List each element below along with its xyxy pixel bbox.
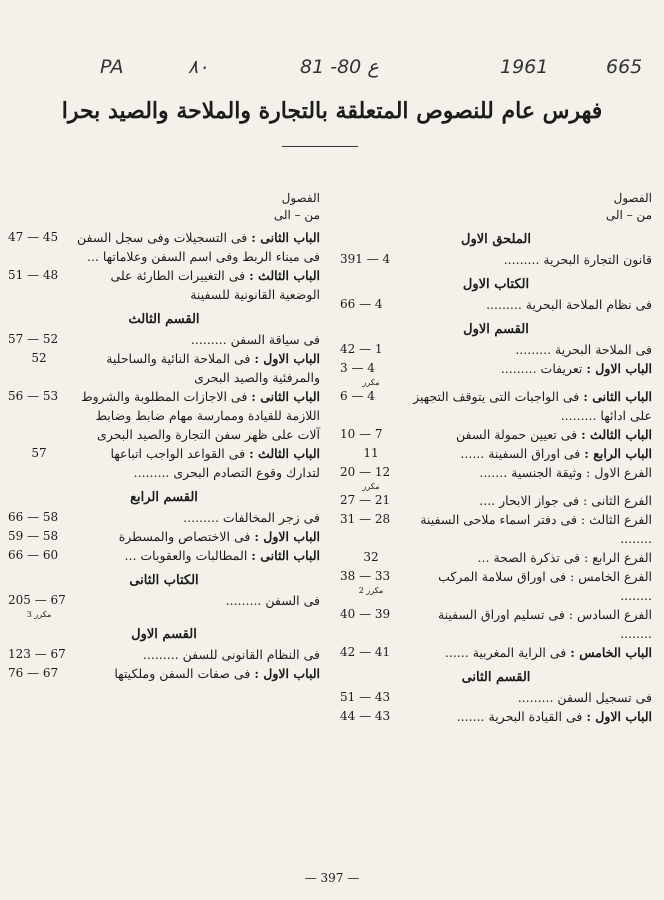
toc-entry-label: الباب الاول : [586, 361, 652, 376]
toc-entry [340, 491, 652, 510]
toc-entry-range [340, 340, 402, 359]
section-heading: القسم الاول [463, 322, 529, 337]
toc-entry-text [402, 295, 652, 314]
toc-entry [8, 527, 320, 546]
toc-entry-range [8, 527, 70, 546]
repeat-note: مكرر 2 [358, 586, 384, 595]
handwritten-ref-80: ٨٠ [188, 56, 209, 78]
toc-entry-label: الباب الاول : [254, 666, 320, 681]
handwritten-ref-pa: PA [100, 56, 124, 78]
toc-entry-range [340, 510, 402, 529]
toc-entry-range [340, 295, 402, 314]
toc-entry-range [8, 349, 70, 368]
toc-entry-text [402, 707, 652, 726]
toc-entry-text [402, 643, 652, 662]
toc-entry-range [340, 548, 402, 567]
toc-entry-range [340, 359, 402, 387]
column-header [340, 190, 652, 224]
toc-entry-label: الباب الاول : [254, 351, 320, 366]
toc-entry [8, 228, 320, 266]
column-header [8, 190, 320, 224]
toc-entry-range-value: 57 — 52 [8, 332, 59, 346]
toc-entry-range-value: 66 — 60 [8, 548, 59, 562]
toc-entry-text [402, 340, 652, 359]
section-heading: القسم الرابع [130, 490, 198, 505]
toc-entry-text [402, 548, 652, 567]
toc-entry-title: فى نظام الملاحة البحرية ......... [486, 297, 652, 312]
toc-entry-range [340, 425, 402, 444]
section-heading: الكتاب الثانى [129, 573, 199, 588]
toc-entry-text [70, 444, 320, 482]
toc-entry [340, 707, 652, 726]
toc-entry-range [340, 707, 402, 726]
toc-entry [340, 444, 652, 463]
toc-entry-title: فى تعيين حمولة السفن [456, 427, 578, 442]
toc-entry-text [70, 664, 320, 683]
toc-entry-range-value: 27 — 21 [340, 493, 391, 507]
toc-entry [8, 546, 320, 565]
toc-entry-range [340, 250, 402, 269]
toc-entry-title: الفرع الخامس : فى اوراق سلامة المركب ........ [438, 569, 652, 603]
toc-entry-range [8, 591, 70, 619]
toc-entry-title: الفرع الثانى : فى جواز الابحار .... [479, 493, 652, 508]
toc-entry-text [402, 510, 652, 548]
toc-entry-title: فى القواعد الواجب اتباعها لتدارك وقوع التصادم البحرى ......... [110, 446, 320, 480]
toc-entry-range [340, 387, 402, 406]
column-header-chapters: الفصول [281, 191, 320, 205]
toc-entry-label: الباب الثانى : [251, 548, 320, 563]
toc-entry-title: تعريفات ......... [500, 361, 583, 376]
page-number: — 397 — [304, 871, 360, 885]
toc-entry [8, 387, 320, 444]
toc-entry-range-value: 123 — 67 [8, 647, 66, 661]
toc-entry-range [8, 546, 70, 565]
toc-entry-text [402, 359, 652, 378]
toc-entry-text [70, 508, 320, 527]
toc-entry-title: فى السفن ......... [225, 593, 320, 608]
toc-entry-label: الباب الثانى : [251, 230, 320, 245]
toc-entry-text [402, 463, 652, 482]
toc-entry-range-value: 205 — 67 [8, 593, 66, 607]
toc-entry [8, 508, 320, 527]
toc-entry-range-value: 6 — 4 [340, 389, 375, 403]
toc-entry-range-value: 391 — 4 [340, 252, 391, 266]
toc-entry-label: الباب الاول : [254, 529, 320, 544]
toc-entry-range-value: 76 — 67 [8, 666, 59, 680]
toc-entry-range-value: 52 [31, 351, 47, 365]
toc-entry [340, 463, 652, 491]
toc-entry-title: فى سياقة السفن ......... [190, 332, 320, 347]
toc-entry-range-value: 31 — 28 [340, 512, 391, 526]
toc-entry-range-value: 51 — 43 [340, 690, 391, 704]
toc-entry-range [8, 508, 70, 527]
toc-entry-label: الباب الثالث : [249, 268, 320, 283]
toc-entry-title: المطالبات والعقوبات ... [124, 548, 248, 563]
toc-entry-range-value: 42 — 41 [340, 645, 391, 659]
toc-entry-range-value: 57 [31, 446, 47, 460]
toc-entry-range-value: 66 — 58 [8, 510, 59, 524]
toc-entry-text [70, 591, 320, 610]
toc-entry [8, 444, 320, 482]
toc-entry-range-value: 56 — 53 [8, 389, 59, 403]
toc-entry-text [402, 567, 652, 605]
toc-entry-label: الباب الثالث : [249, 446, 320, 461]
toc-entry-range [8, 387, 70, 406]
title-divider [282, 146, 358, 147]
toc-entry-label: الباب الرابع : [584, 446, 652, 461]
toc-entry-label: الباب الثالث : [581, 427, 652, 442]
toc-entry-range [340, 444, 402, 463]
handwritten-year: 1961 [500, 56, 549, 78]
toc-entry-range [8, 228, 70, 247]
toc-entry-text [70, 527, 320, 546]
toc-entry-range-value: 47 — 45 [8, 230, 59, 244]
toc-entry [340, 250, 652, 269]
column-header-from-to: من – الى [273, 208, 320, 222]
toc-entry-range [340, 688, 402, 707]
toc-entry-range [340, 605, 402, 624]
toc-entry [340, 359, 652, 387]
toc-entry-title: الفرع الثالث : فى دفتر اسماء ملاحى السفينة ........ [420, 512, 652, 546]
toc-entry-range-value: 10 — 7 [340, 427, 383, 441]
section-heading: القسم الثانى [461, 670, 531, 685]
toc-entry-range [8, 266, 70, 285]
section-heading: القسم الثالث [128, 312, 200, 327]
column-header-chapters: الفصول [613, 191, 652, 205]
toc-entry-title: فى الملاحة النائية والساحلية والمرفئية والصيد البحرى [106, 351, 320, 385]
toc-column-left [8, 190, 320, 683]
toc-entry-title: فى الراية المغربية ...... [444, 645, 567, 660]
toc-entry-title: الفرع السادس : فى تسليم اوراق السفينة ........ [437, 607, 652, 641]
toc-entry-label: الباب الخامس : [570, 645, 652, 660]
toc-entry-range [8, 330, 70, 349]
toc-entry-text [70, 387, 320, 444]
toc-entry [340, 567, 652, 605]
repeat-note: مكرر 3 [26, 610, 52, 619]
toc-entry-title: فى الاجازات المطلوبة والشروط اللازمة للقيادة وممارسة مهام ضابط وضابط آلات على ظهر سفن التجارة والصيد البحرى [81, 389, 320, 442]
toc-entry-label: الباب الاول : [586, 709, 652, 724]
toc-entry-title: فى التسجيلات وفى سجل السفن فى ميناء الربط وفى اسم السفن وعلاماتها ... [77, 230, 320, 264]
toc-entry [340, 340, 652, 359]
toc-entry-text [402, 605, 652, 643]
toc-entry-range-value: 42 — 1 [340, 342, 383, 356]
toc-entry-text [70, 228, 320, 266]
toc-entry [340, 387, 652, 425]
toc-entry [340, 688, 652, 707]
toc-entry-range [340, 491, 402, 510]
toc-entry-range-value: 20 — 12 [340, 465, 391, 479]
toc-entry [8, 349, 320, 387]
toc-entry-range [8, 444, 70, 463]
toc-entry-label: الباب الثانى : [583, 389, 652, 404]
toc-entry-title: الفرع الاول : وثيقة الجنسية ....... [479, 465, 652, 480]
repeat-note: مكرر [362, 482, 380, 491]
toc-entry-title: فى التغييرات الطارئة على الوضعية القانونية للسفينة [110, 268, 320, 302]
toc-entry-text [70, 546, 320, 565]
toc-entry-range-value: 44 — 43 [340, 709, 391, 723]
section-heading: الكتاب الاول [462, 277, 530, 292]
toc-entry-range-value: 11 [363, 446, 379, 460]
toc-entry-range-value: 51 — 48 [8, 268, 59, 282]
toc-entry-text [402, 688, 652, 707]
toc-entry-label: الباب الثانى : [251, 389, 320, 404]
toc-entry [340, 605, 652, 643]
toc-entry [340, 425, 652, 444]
toc-entry-title: فى اوراق السفينة ...... [460, 446, 581, 461]
toc-entry-range-value: 38 — 33 [340, 569, 391, 583]
toc-entry [8, 645, 320, 664]
toc-entry-title: قانون التجارة البحرية ......... [503, 252, 652, 267]
toc-entry-title: فى الاختصاص والمسطرة [118, 529, 251, 544]
toc-entry-text [402, 444, 652, 463]
toc-entry [8, 591, 320, 619]
toc-entry-title: فى النظام القانونى للسفن ......... [142, 647, 320, 662]
toc-entry-range [340, 463, 402, 491]
toc-entry-title: فى صفات السفن وملكيتها [114, 666, 251, 681]
toc-entry-text [70, 349, 320, 387]
section-heading: القسم الاول [131, 627, 197, 642]
repeat-note: مكرر [362, 378, 380, 387]
column-header-from-to: من – الى [605, 208, 652, 222]
toc-entry-range [340, 643, 402, 662]
page-title: فهرس عام للنصوص المتعلقة بالتجارة والملاحة والصيد بحرا [61, 98, 603, 124]
toc-entry-text [402, 387, 652, 425]
toc-entry-title: فى الواجبات التى يتوقف التجهيز على ادائها ......... [413, 389, 652, 423]
toc-entry-range-value: 66 — 4 [340, 297, 383, 311]
toc-entry-text [70, 266, 320, 304]
handwritten-ref-center: ع 80- 81 [300, 56, 379, 78]
toc-entry-range-value: 32 [363, 550, 379, 564]
toc-entry-range [340, 567, 402, 595]
toc-entry-text [402, 491, 652, 510]
toc-entry-title: فى الملاحة البحرية ......... [515, 342, 652, 357]
toc-entry-text [402, 250, 652, 269]
toc-entry [340, 548, 652, 567]
toc-entry-text [70, 330, 320, 349]
toc-entry [340, 510, 652, 548]
toc-entry [8, 266, 320, 304]
section-heading: الملحق الاول [461, 232, 531, 247]
toc-entry [340, 295, 652, 314]
toc-entry [340, 643, 652, 662]
toc-entry-title: فى زجر المخالفات ......... [183, 510, 320, 525]
toc-entry [8, 664, 320, 683]
toc-entry-range-value: 3 — 4 [340, 361, 375, 375]
toc-entry-text [402, 425, 652, 444]
toc-entry [8, 330, 320, 349]
toc-entry-range-value: 40 — 39 [340, 607, 391, 621]
toc-entry-range-value: 59 — 58 [8, 529, 59, 543]
toc-entry-title: فى تسجيل السفن ......... [517, 690, 652, 705]
toc-entry-title: فى القيادة البحرية ....... [456, 709, 583, 724]
toc-column-right [340, 190, 652, 726]
handwritten-page-ref: 665 [606, 56, 643, 78]
toc-entry-title: الفرع الرابع : فى تذكرة الصحة ... [477, 550, 652, 565]
toc-entry-range [8, 645, 70, 664]
toc-entry-text [70, 645, 320, 664]
toc-entry-range [8, 664, 70, 683]
